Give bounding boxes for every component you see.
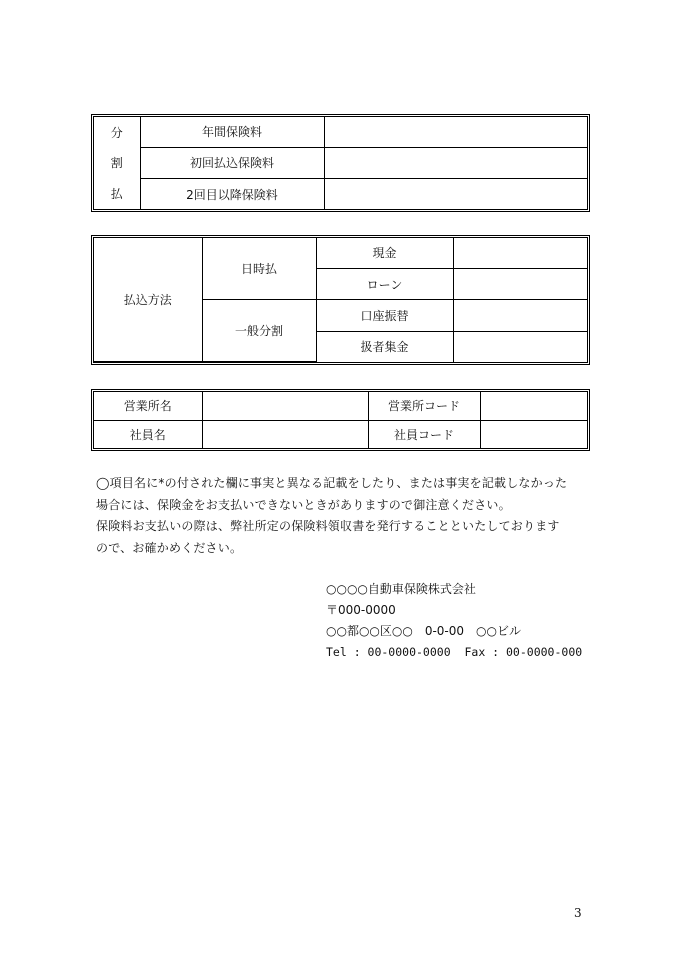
office-name-value[interactable] <box>202 392 368 420</box>
notice-line: ので、お確かめください。 <box>96 540 243 555</box>
notice-line: 保険料お支払いの際は、弊社所定の保険料領収書を発行することといたしております <box>96 519 560 533</box>
page-number: 3 <box>574 906 582 920</box>
company-postal: 〒000-0000 <box>326 603 396 617</box>
first-premium-label: 初回払込保険料 <box>140 147 324 178</box>
option-loan-label: ローン <box>316 268 453 299</box>
subsequent-premium-value[interactable] <box>324 179 587 209</box>
annual-premium-label: 年間保険料 <box>140 117 324 147</box>
notice-text <box>96 473 596 559</box>
payment-method-header: 払込方法 <box>94 238 202 362</box>
group-label-2: 一般分割 <box>202 300 316 362</box>
employee-name-value[interactable] <box>202 420 368 448</box>
employee-code-value[interactable] <box>480 420 587 448</box>
office-code-value[interactable] <box>480 392 587 420</box>
company-name: ○○○○自動車保険株式会社 <box>326 582 476 596</box>
side-char-3: 払 <box>94 179 140 209</box>
notice-line: 場合には、保険金をお支払いできないときがありますので御注意ください。 <box>96 497 511 512</box>
option-collection-label: 扱者集金 <box>316 331 453 361</box>
option-transfer-label: 口座振替 <box>316 300 453 331</box>
notice-line: ◯項目名に*の付された欄に事実と異なる記載をしたり、または事実を記載しなかった <box>96 476 568 490</box>
company-info <box>326 579 582 663</box>
payment-method-table <box>91 235 590 365</box>
employee-name-label: 社員名 <box>94 420 202 448</box>
group-label-1: 日時払 <box>202 238 316 300</box>
office-name-label: 営業所名 <box>94 392 202 420</box>
company-contact: Tel : 00-0000-0000 Fax : 00-0000-000 <box>326 645 583 659</box>
subsequent-premium-label: 2回目以降保険料 <box>140 179 324 209</box>
option-transfer-value[interactable] <box>453 300 587 331</box>
installment-table <box>91 114 590 212</box>
first-premium-value[interactable] <box>324 147 587 178</box>
employee-code-label: 社員コード <box>368 420 480 448</box>
company-address: ○○都○○区○○ 0-0-00 ○○ビル <box>326 624 521 638</box>
side-char-1: 分 <box>94 117 140 147</box>
office-code-label: 営業所コード <box>368 392 480 420</box>
office-table <box>91 389 590 451</box>
option-cash-label: 現金 <box>316 238 453 268</box>
annual-premium-value[interactable] <box>324 117 587 147</box>
side-char-2: 割 <box>94 147 140 178</box>
option-loan-value[interactable] <box>453 268 587 299</box>
option-collection-value[interactable] <box>453 331 587 361</box>
option-cash-value[interactable] <box>453 238 587 268</box>
